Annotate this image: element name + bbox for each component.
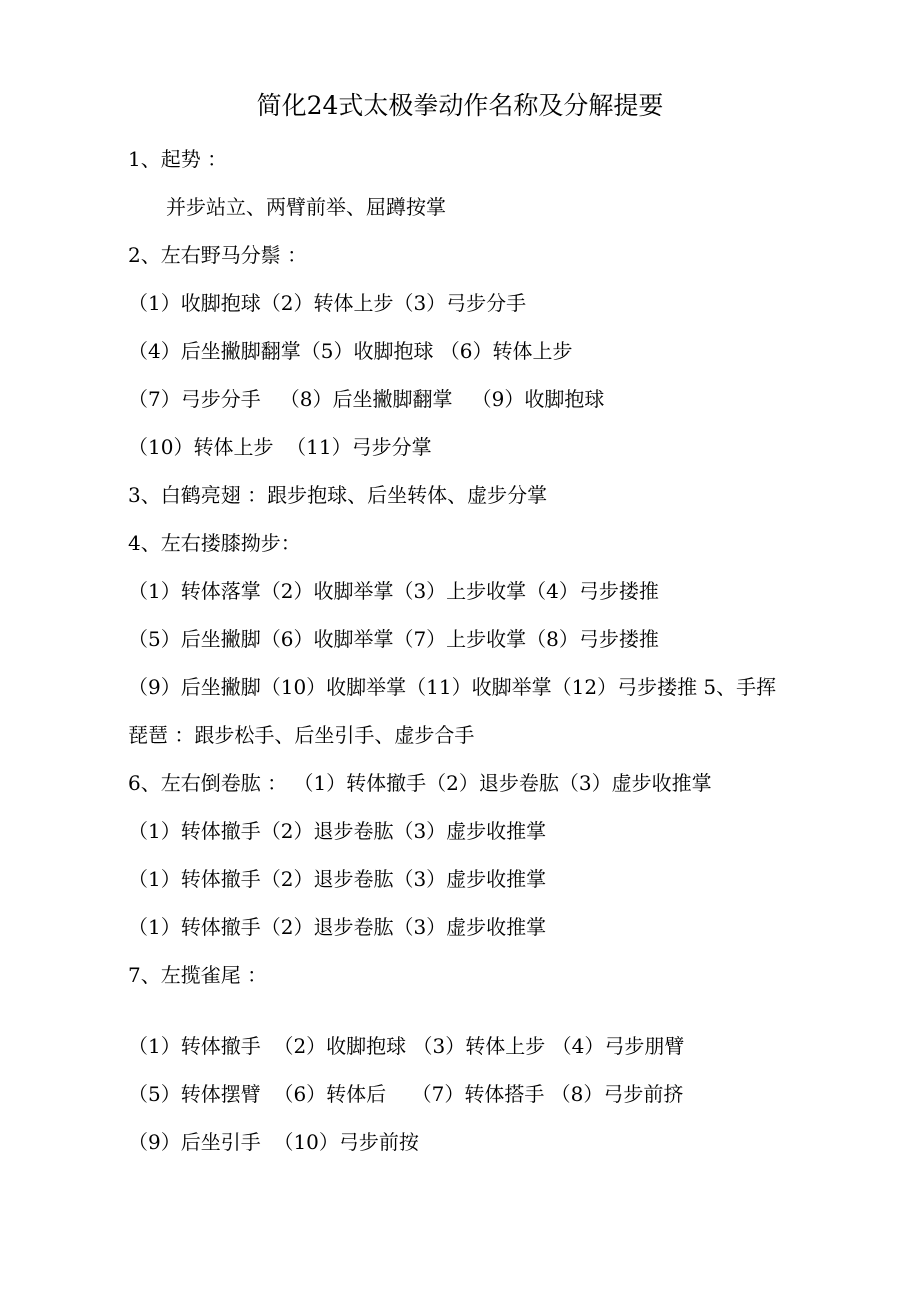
- section-7-heading: 7、左揽雀尾 ：: [128, 963, 268, 987]
- section-2-heading: 2、左右野马分鬃 ：: [128, 243, 308, 267]
- section-5-line: 琵琶 ：跟步松手、后坐引手、虚步合手: [128, 723, 475, 747]
- section-2-step-line: （1）收脚抱球（2）转体上步（3）弓步分手: [128, 291, 527, 315]
- section-4-step-line: （1）转体落掌（2）收脚举掌（3）上步收掌（4）弓步搂推: [128, 579, 659, 603]
- section-4-step-line: （5）后坐撇脚（6）收脚举掌（7）上步收掌（8）弓步搂推: [128, 627, 659, 651]
- section-2-step-line: （7）弓步分手 （8）后坐撇脚翻掌 （9）收脚抱球: [128, 387, 605, 411]
- section-6-step-line: （1）转体撤手（2）退步卷肱（3）虚步收推掌: [128, 819, 547, 843]
- section-1-detail: 并步站立、两臂前举、屈蹲按掌: [166, 195, 446, 219]
- section-6-heading: 6、左右倒卷肱 ： （1）转体撤手（2）退步卷肱（3）虚步收推掌: [128, 771, 712, 795]
- document-title: 简化24式太极拳动作名称及分解提要: [256, 91, 664, 120]
- section-4-heading: 4、左右搂膝拗步：: [128, 531, 301, 555]
- section-2-step-line: （4）后坐撇脚翻掌（5）收脚抱球 （6）转体上步: [128, 339, 573, 363]
- section-6-step-line: （1）转体撤手（2）退步卷肱（3）虚步收推掌: [128, 915, 547, 939]
- section-6-step-line: （1）转体撤手（2）退步卷肱（3）虚步收推掌: [128, 867, 547, 891]
- section-3-line: 3、白鹤亮翅 ：跟步抱球、后坐转体、虚步分掌: [128, 483, 548, 507]
- section-7-step-line: （1）转体撤手 （2）收脚抱球 （3）转体上步 （4）弓步朋臂: [128, 1034, 685, 1058]
- section-2-step-line: （10）转体上步 （11）弓步分掌: [128, 435, 432, 459]
- section-7-step-line: （5）转体摆臂 （6）转体后 （7）转体搭手 （8）弓步前挤: [128, 1082, 684, 1106]
- section-7-step-line: （9）后坐引手 （10）弓步前按: [128, 1130, 419, 1154]
- section-1-heading: 1、起势 ：: [128, 147, 228, 171]
- section-4-step-line: （9）后坐撇脚（10）收脚举掌（11）收脚举掌（12）弓步搂推 5、手挥: [128, 675, 777, 699]
